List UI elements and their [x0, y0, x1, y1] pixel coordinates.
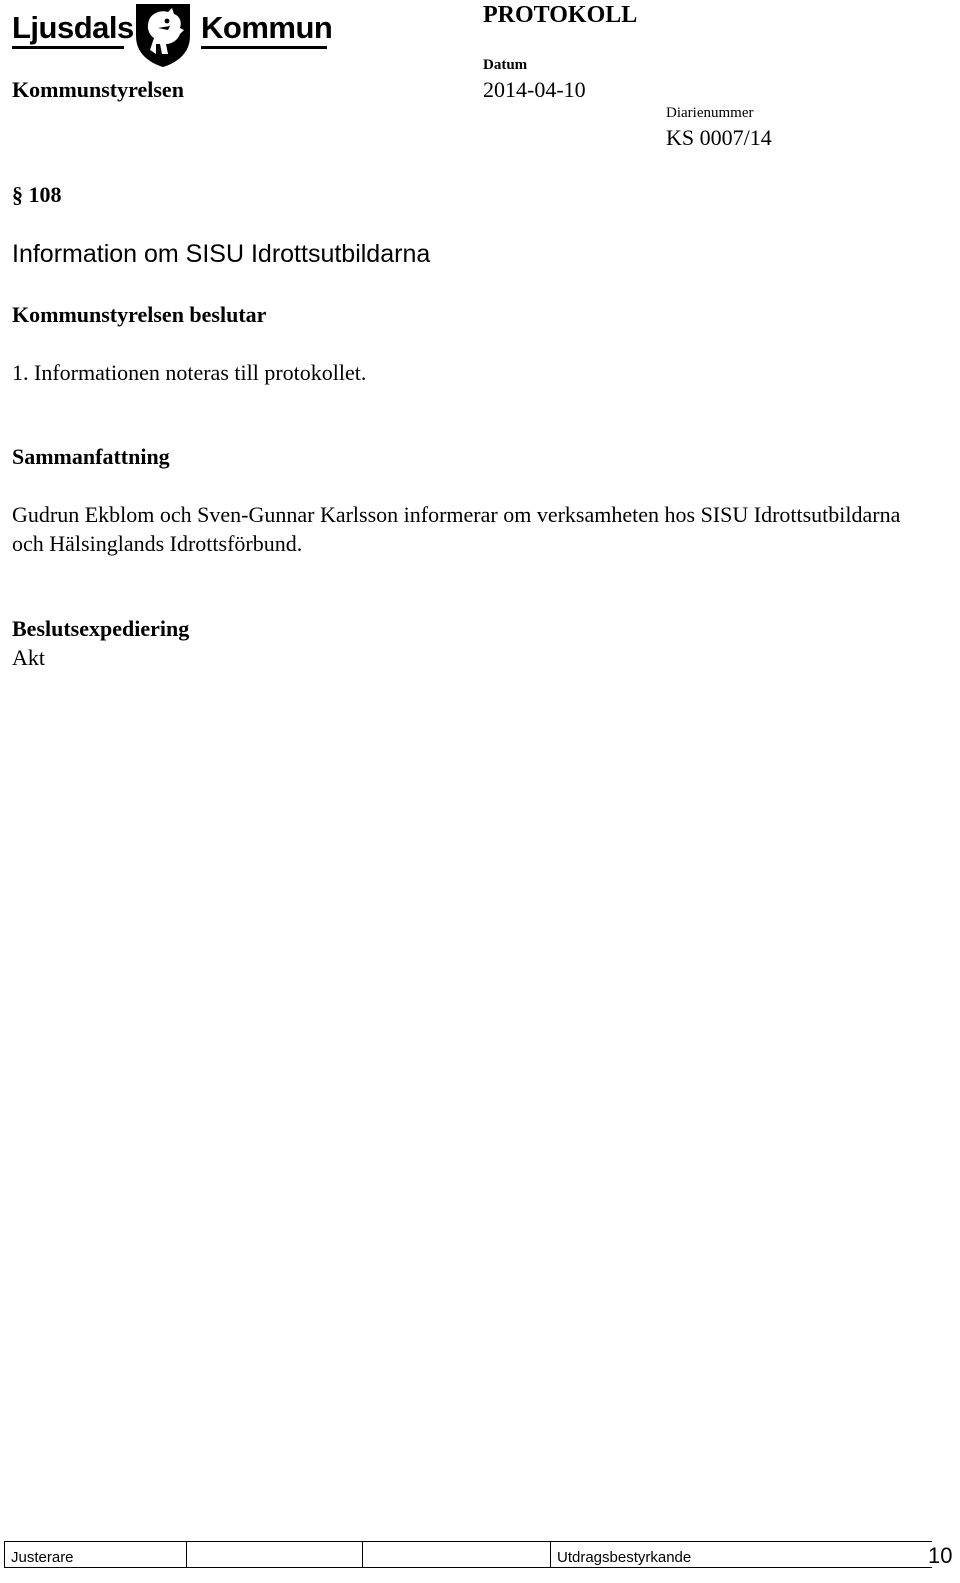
- signature-cell-reviewer-2: [187, 1542, 363, 1567]
- decision-heading: Kommunstyrelsen beslutar: [12, 302, 267, 327]
- summary-text: Gudrun Ekblom och Sven-Gunnar Karlsson informerar om verksamheten hos SISU Idrottsutbildarna och Hälsinglands Idrottsförbund.: [12, 502, 901, 556]
- registration-number-label: Diarienummer: [666, 105, 754, 121]
- certification-label: Utdragsbestyrkande: [557, 1549, 692, 1566]
- signature-cell-certification: [551, 1542, 932, 1567]
- document-type: PROTOKOLL: [483, 2, 638, 28]
- page-number: 10: [928, 1543, 953, 1568]
- paragraph-number: § 108: [12, 182, 62, 207]
- date-value: 2014-04-10: [483, 77, 586, 102]
- dispatch-heading: Beslutsexpediering: [12, 616, 190, 641]
- logo-underline-left: [12, 46, 124, 49]
- signature-cell-reviewer-3: [363, 1542, 551, 1567]
- signature-cell-reviewer-1: [5, 1542, 187, 1567]
- reviewer-label: Justerare: [11, 1549, 74, 1566]
- decision-item: 1. Informationen noteras till protokollet.: [12, 360, 367, 385]
- department-name: Kommunstyrelsen: [12, 77, 184, 102]
- logo-text-ljusdals: Ljusdals: [12, 10, 134, 45]
- coat-of-arms-icon: [134, 2, 192, 68]
- signature-table: [4, 1541, 932, 1568]
- summary-heading: Sammanfattning: [12, 444, 170, 469]
- date-label: Datum: [483, 57, 528, 73]
- dispatch-value: Akt: [12, 645, 45, 670]
- item-title: Information om SISU Idrottsutbildarna: [12, 240, 431, 268]
- registration-number-value: KS 0007/14: [666, 125, 772, 150]
- logo-underline-right: [201, 46, 327, 49]
- logo-text-kommun: Kommun: [201, 10, 333, 45]
